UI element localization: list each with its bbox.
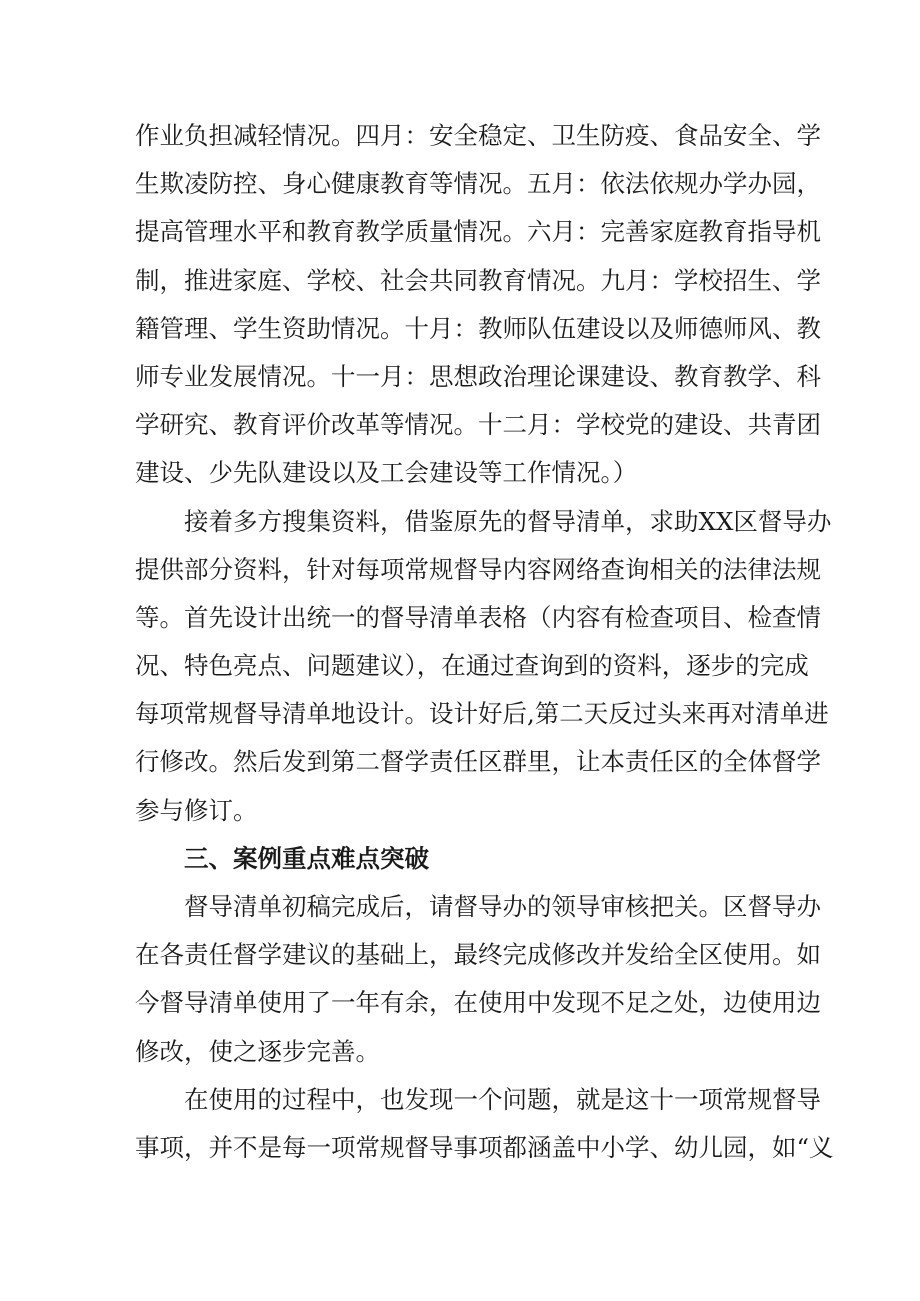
paragraph-line: 每项常规督导清单地设计。设计好后,第二天反过头来再对清单进 xyxy=(135,699,829,729)
paragraph-line: 籍管理、学生资助情况。十月：教师队伍建设以及师德师风、教 xyxy=(135,313,821,343)
paragraph-line: 师专业发展情况。十一月：思想政治理论课建设、教育教学、科 xyxy=(135,361,821,391)
paragraph-line: 提供部分资料，针对每项常规督导内容网络查询相关的法律法规 xyxy=(135,554,821,584)
paragraph-line: 修改，使之逐步完善。 xyxy=(135,1036,380,1066)
paragraph-line: 在使用的过程中，也发现一个问题，就是这十一项常规督导 xyxy=(184,1084,821,1114)
paragraph-line: 参与修订。 xyxy=(135,795,258,825)
paragraph-line: 督导清单初稿完成后，请督导办的领导审核把关。区督导办 xyxy=(184,892,821,921)
paragraph-line: 况、特色亮点、问题建议），在通过查询到的资料，逐步的完成 xyxy=(135,651,809,681)
document-body xyxy=(135,112,834,1172)
paragraph-line: 建设、少先队建设以及工会建设等工作情况。） xyxy=(135,458,638,488)
paragraph-line: 生欺凌防控、身心健康教育等情况。五月：依法依规办学办园， xyxy=(135,169,821,199)
paragraph-line: 等。首先设计出统一的督导清单表格（内容有检查项目、检查情 xyxy=(135,602,821,632)
paragraph-line: 行修改。然后发到第二督学责任区群里，让本责任区的全体督学 xyxy=(135,747,821,777)
section-heading: 三、案例重点难点突破 xyxy=(184,843,429,873)
paragraph-line: 在各责任督学建议的基础上，最终完成修改并发给全区使用。如 xyxy=(135,940,821,970)
paragraph-line: 作业负担减轻情况。四月：安全稳定、卫生防疫、食品安全、学 xyxy=(135,121,821,150)
paragraph-line: 制，推进家庭、学校、社会共同教育情况。九月：学校招生、学 xyxy=(135,265,821,295)
paragraph-line: 学研究、教育评价改革等情况。十二月：学校党的建设、共青团 xyxy=(135,410,821,440)
paragraph-line: 接着多方搜集资料，借鉴原先的督导清单，求助XX区督导办 xyxy=(184,506,832,536)
paragraph-line: 提高管理水平和教育教学质量情况。六月：完善家庭教育指导机 xyxy=(135,217,821,247)
paragraph-line: 事项，并不是每一项常规督导事项都涵盖中小学、幼儿园，如“义 xyxy=(135,1132,834,1162)
paragraph-line: 今督导清单使用了一年有余，在使用中发现不足之处，边使用边 xyxy=(135,988,821,1018)
